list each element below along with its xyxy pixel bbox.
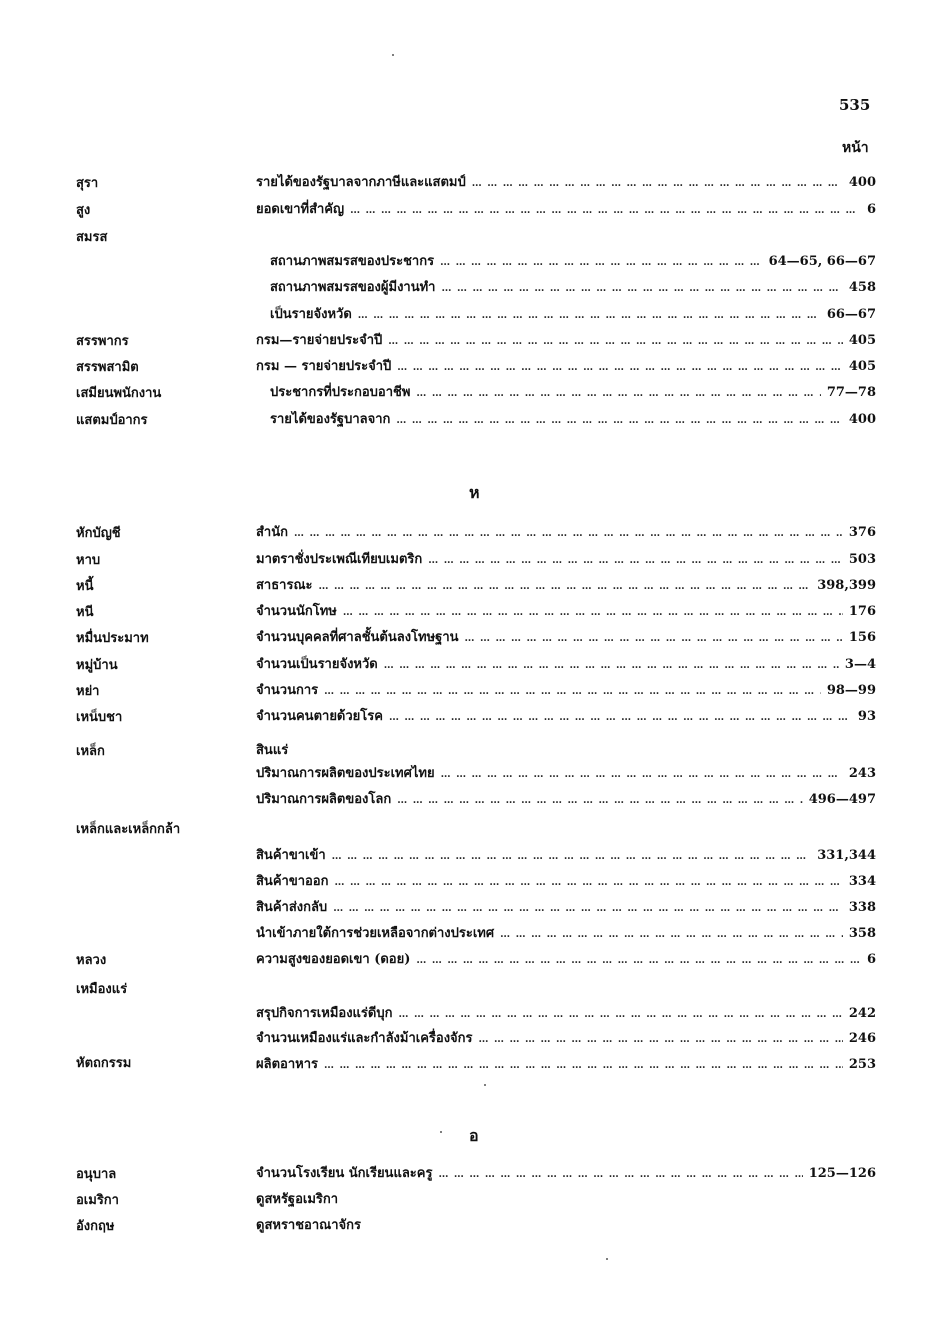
entry-desc: ดูสหราชอาณาจักร xyxy=(256,1218,361,1233)
entry-pages: 503 xyxy=(848,552,876,567)
index-entry xyxy=(270,303,876,323)
index-term: หาบ xyxy=(76,553,101,568)
entry-desc: รายได้ของรัฐบาลจากภาษีและแสตมป์ xyxy=(256,175,466,190)
index-entry xyxy=(256,548,876,568)
index-entry xyxy=(256,600,876,620)
index-entry xyxy=(256,1162,876,1182)
entry-pages: 93 xyxy=(857,709,876,724)
entry-pages: 156 xyxy=(848,630,876,645)
entry-pages: 246 xyxy=(848,1031,876,1046)
index-entry xyxy=(256,922,876,942)
section-heading: ห xyxy=(469,483,480,502)
entry-pages: 243 xyxy=(848,766,876,781)
entry-desc: ดูสหรัฐอเมริกา xyxy=(256,1192,339,1207)
entry-desc: สาธารณะ xyxy=(256,578,313,593)
index-term: สรรพากร xyxy=(76,334,129,349)
entry-pages: 66—67 xyxy=(826,307,876,322)
section-heading: อ xyxy=(469,1126,479,1145)
entry-desc: สินค้าขาเข้า xyxy=(256,848,326,863)
entry-desc: ยอดเขาที่สำคัญ xyxy=(256,202,345,217)
index-term: หมู่บ้าน xyxy=(76,658,118,673)
entry-desc: สถานภาพสมรสของประชากร xyxy=(270,254,435,269)
entry-pages: 77—78 xyxy=(826,385,876,400)
entry-desc: มาตราชั่งประเพณีเทียบเมตริก xyxy=(256,552,423,567)
index-term: เหมืองแร่ xyxy=(76,982,128,997)
index-term: เหน็บชา xyxy=(76,710,123,725)
index-entry xyxy=(256,896,876,916)
index-entry xyxy=(256,762,876,782)
index-term: เสมียนพนักงาน xyxy=(76,386,162,401)
entry-pages: 6 xyxy=(866,952,876,967)
entry-desc: จำนวนบุคคลที่ศาลชั้นต้นลงโทษฐาน xyxy=(256,630,459,645)
entry-pages: 398,399 xyxy=(817,578,876,593)
page-number: 535 xyxy=(839,96,871,114)
entry-desc: กรม — รายจ่ายประจำปี xyxy=(256,359,392,374)
index-entry xyxy=(270,381,876,401)
entry-desc: สรุปกิจการเหมืองแร่ดีบุก xyxy=(256,1006,393,1021)
entry-desc: ความสูงของยอดเขา (ดอย) xyxy=(256,952,411,967)
scan-speck xyxy=(606,1258,608,1260)
entry-desc: นำเข้าภายใต้การช่วยเหลือจากต่างประเทศ xyxy=(256,926,495,941)
entry-desc: สินแร่ xyxy=(256,743,289,758)
index-term: หักบัญชี xyxy=(76,526,121,541)
index-entry xyxy=(270,250,876,270)
index-entry xyxy=(256,521,876,541)
entry-pages: 496—497 xyxy=(808,792,876,807)
entry-pages: 331,344 xyxy=(817,848,876,863)
entry-pages: 400 xyxy=(848,175,876,190)
entry-desc: ปริมาณการผลิตของประเทศไทย xyxy=(256,766,435,781)
index-term: เหล็กและเหล็กกล้า xyxy=(76,822,181,837)
entry-desc: สำนัก xyxy=(256,525,288,540)
index-entry xyxy=(256,1027,876,1047)
index-entry xyxy=(256,574,876,594)
entry-desc: สถานภาพสมรสของผู้มีงานทำ xyxy=(270,280,436,295)
index-term: แสตมป์อากร xyxy=(76,413,148,428)
index-entry xyxy=(270,276,876,296)
index-term: หัตถกรรม xyxy=(76,1056,132,1071)
index-term: สมรส xyxy=(76,230,108,245)
page-header: หน้า xyxy=(842,140,869,156)
scan-speck xyxy=(440,1131,442,1133)
entry-pages: 253 xyxy=(848,1057,876,1072)
index-entry xyxy=(256,948,876,968)
index-entry xyxy=(256,870,876,890)
entry-desc: รายได้ของรัฐบาลจาก xyxy=(270,412,391,427)
index-term: หมื่นประมาท xyxy=(76,631,149,646)
index-term: หย่า xyxy=(76,684,100,699)
entry-desc: ผลิตอาหาร xyxy=(256,1057,318,1072)
index-entry xyxy=(256,788,876,808)
entry-pages: 125—126 xyxy=(808,1166,876,1181)
entry-desc: จำนวนคนตายด้วยโรค xyxy=(256,709,383,724)
index-term: หนี้ xyxy=(76,579,94,594)
index-term: สรรพสามิต xyxy=(76,360,139,375)
index-entry xyxy=(270,408,876,428)
index-term: อเมริกา xyxy=(76,1193,119,1208)
entry-pages: 242 xyxy=(848,1006,876,1021)
entry-pages: 6 xyxy=(866,202,876,217)
entry-desc: จำนวนนักโทษ xyxy=(256,604,337,619)
index-entry xyxy=(256,355,876,375)
entry-pages: 64—65, 66—67 xyxy=(768,254,876,269)
entry-pages: 176 xyxy=(848,604,876,619)
index-term: สูง xyxy=(76,203,91,218)
entry-pages: 458 xyxy=(848,280,876,295)
entry-pages: 376 xyxy=(848,525,876,540)
index-entry xyxy=(256,844,876,864)
entry-desc: ประชากรที่ประกอบอาชีพ xyxy=(270,385,411,400)
entry-desc: สินค้าขาออก xyxy=(256,874,329,889)
entry-desc: จำนวนเหมืองแร่และกำลังม้าเครื่องจักร xyxy=(256,1031,473,1046)
index-entry xyxy=(256,705,876,725)
entry-pages: 334 xyxy=(848,874,876,889)
entry-pages: 338 xyxy=(848,900,876,915)
entry-desc: จำนวนเป็นรายจังหวัด xyxy=(256,657,378,672)
index-entry xyxy=(256,679,876,699)
index-term: หนี xyxy=(76,605,94,620)
entry-desc: จำนวนโรงเรียน นักเรียนและครู xyxy=(256,1166,433,1181)
entry-pages: 405 xyxy=(848,359,876,374)
entry-desc: กรม—รายจ่ายประจำปี xyxy=(256,333,383,348)
index-entry xyxy=(256,626,876,646)
entry-desc: ปริมาณการผลิตของโลก xyxy=(256,792,392,807)
entry-desc: จำนวนการ xyxy=(256,683,319,698)
entry-pages: 358 xyxy=(848,926,876,941)
index-term: อนุบาล xyxy=(76,1167,117,1182)
entry-desc: เป็นรายจังหวัด xyxy=(270,307,352,322)
index-entry xyxy=(256,329,876,349)
index-term: หลวง xyxy=(76,953,107,968)
index-term: เหล็ก xyxy=(76,744,105,759)
index-term: อังกฤษ xyxy=(76,1219,115,1234)
index-entry xyxy=(256,171,876,191)
scan-speck xyxy=(392,54,394,56)
entry-pages: 400 xyxy=(848,412,876,427)
entry-pages: 98—99 xyxy=(826,683,876,698)
index-term: สุรา xyxy=(76,176,99,191)
entry-desc: สินค้าส่งกลับ xyxy=(256,900,328,915)
entry-pages: 405 xyxy=(848,333,876,348)
entry-pages: 3—4 xyxy=(844,657,876,672)
index-entry xyxy=(256,1002,876,1022)
index-entry xyxy=(256,653,876,673)
scan-speck xyxy=(484,1084,486,1086)
index-entry xyxy=(256,1053,876,1073)
index-entry xyxy=(256,198,876,218)
